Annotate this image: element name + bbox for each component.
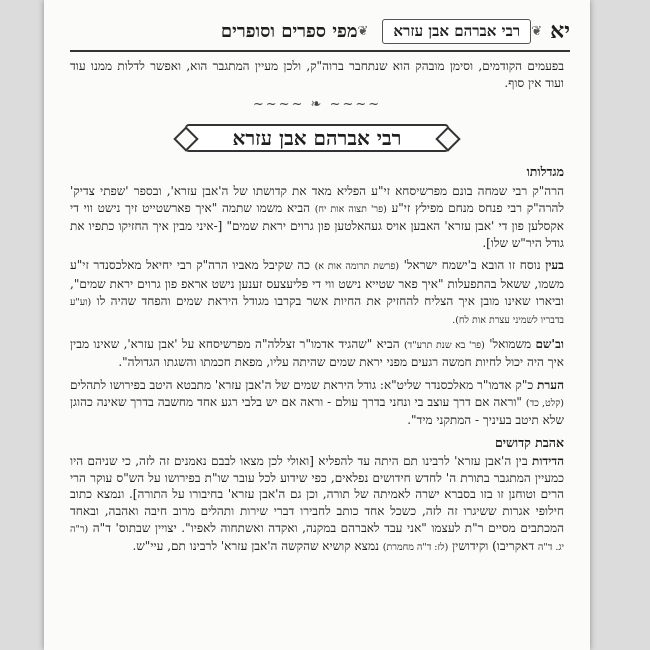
divider-ornament-icon: ~~~~ ❧ ~~~~ [252,97,382,113]
paragraph-text: נוסח זו הובא ב'ישמח ישראל' [403,258,541,273]
paragraph-text: בין ה'אבן עזרא' לרבינו תם היתה עד להפליא [ואולי לכן מצאו לבבם נאמנים זה לזה, כי שניהם היו כמעיין המתגבר בתורת ה' לחדש חידושים נפלאים, כפי שידוע לכל עובר שו"ת בפירושו על הש"ס עוקר הרי הרים וטוחנן זו בזו בסברא ישרה לאמיתה של תורה, וכן גם ה'אבן עזרא' בחיבורו על התורה]. ונמצא כתוב חילופי אגרות ששיגרו זה לזה, כשכל אחד כותב לחבירו דברי שירות ותהלים מרוב חיבה ואהבה, ובאחד המכתבים מסיים ר"ת לעצמו "אני עבד לאברהם במקנה, ואקדה ואשתחוה לאפיו". יצויין שבתוס' ד"ה [70,454,564,535]
paragraph-text: הביא "שהגיד אדמו"ר זצללה"ה מפרשיסחא על 'אבן עזרא', שאינו מבין איך היה יכול לחיות חמשה רגעים מפני יראת שמים שהיתה עליו, מפאת חכמתו והשגתו הגדולה". [70,336,564,370]
subsection-heading: מגדלותו [526,164,564,180]
section-title: רבי אברהם אבן עזרא [185,124,449,153]
paragraph [70,183,564,251]
paragraph [70,377,564,429]
ornament-icon: ❦ [531,23,543,39]
paragraph-text: נמצא קושיא שהקשה ה'אבן עזרא' לרבינו תם, עיי"ש. [132,539,379,554]
paragraph-text: כ"ק אדמו"ר מאלכסנדר שליט"א: גודל היראת שמים של ה'אבן עזרא' מתבטא היטב בפירושו לתהלים [70,377,534,392]
running-header [70,12,570,52]
running-title: רבי אברהם אבן עזרא [382,19,531,44]
lead-word: בעין [545,258,564,273]
intro-paragraph: בפעמים הקודמים, וסימן מובהק הוא שנתחבר ברוה"ק, ולכן מעיין המתגבר הוא, ואפשר לדלות ממנו עוד ועוד אין סוף. [70,59,564,90]
paragraph [70,453,564,557]
paragraph-text: הביא משמו שתמה "איך פארשטייט זיך נישט ווי די אקסלען פון די 'אבן עזרא' האבען אויס געהאלטען פון גרוים יראת שמים" [-איני מבין איך החזיקו כתפיו את גודל היר"ש שלו]. [70,200,565,250]
lead-word: הערת [537,377,564,392]
subsection-heading: אהבת קדושים [494,434,564,450]
paragraph-text: משמואל' [489,336,532,351]
source-reference: (פר' תצוה אות יח) [314,203,387,215]
paragraph-text: "וראה אם דרך עוצב בי ונחני בדרך עולם - וראה אם יש בלבי רגע אחד מחשבה בדרך שאינה כהוגן שלא תיטב בעיניך - המתקני מיד". [70,394,564,428]
source-reference: (פרשת תרומה אות א) [314,261,400,273]
source-reference: (לז: ד"ה מחמרת) [382,542,449,554]
paragraph [70,257,564,329]
paragraph-text: כה שקיבל מאביו הרה"ק רבי יחיאל מאלכסנדר זי"ע משמו, ששאל בהתפעלות "איך פאר שטייא נישט ווי די פליעצעס זענען נישט אראפ פון גרוים יראת שמים", וביארו שאינו מובן איך הצליח להחזיק את החיות אשר בקרבו מגודל היראת שמים והפחד שהיה לו [70,258,564,308]
source-reference: (קלט, כד) [525,397,564,409]
book-page [44,0,590,650]
paragraph-text: הרה"ק רבי שמחה בונם מפרשיסחא זי"ע הפליא מאד את קדושתו של ה'אבן עזרא', ובספר 'שפתי צדיק' להרה"ק רבי פנחס מנחם מפילץ זי"ע [70,183,564,215]
lead-word: הדידות [532,454,564,469]
page-number: יא [550,18,570,44]
page-body [70,58,564,650]
source-reference: (פר' בא שנת תרע"ד) [403,339,485,351]
source-reference: (ר"ה יג. ד"ה [70,523,564,554]
paragraph-text: דאקריבו) וקידושין [452,539,535,554]
source-reference: (וע"ע בדבריו לשמיני עצרת אות לח). [70,296,564,327]
paragraph [70,336,564,371]
book-title: מפי ספרים וסופרים [220,20,358,42]
ornament-icon: ❦ [357,23,369,39]
lead-word: וב'שם [535,336,564,351]
